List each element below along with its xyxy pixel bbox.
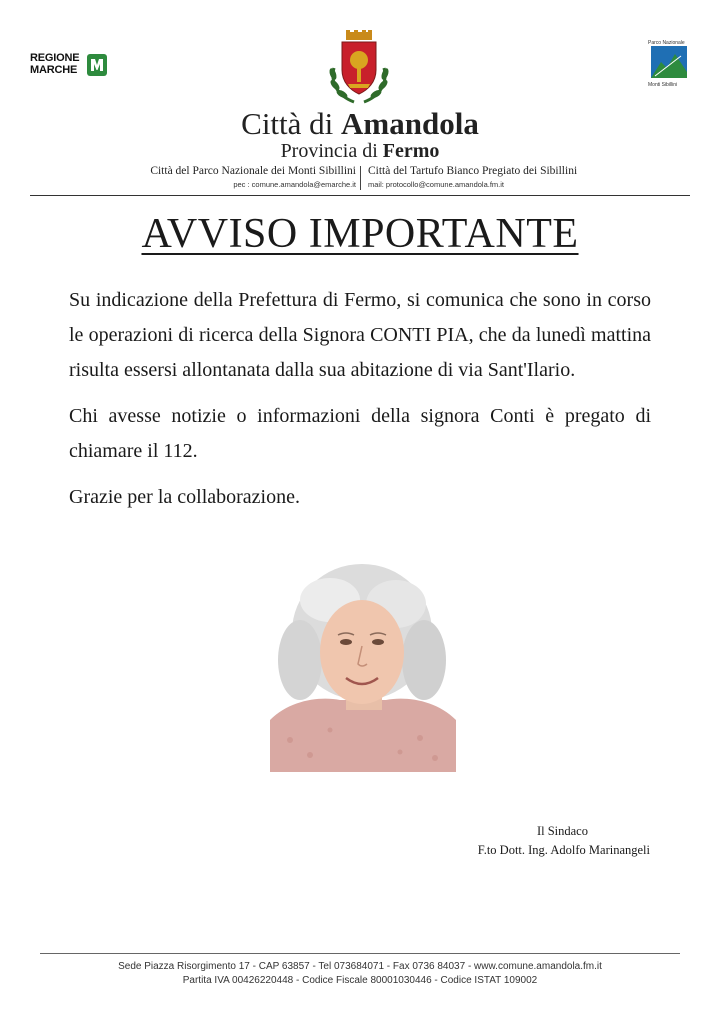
notice-body: [69, 283, 651, 526]
header-subtitles: [0, 165, 720, 193]
regione-marche-logo-text: [30, 52, 79, 76]
notice-paragraph-3: Grazie per la collaborazione.: [69, 486, 300, 508]
regione-logo-line-1: REGIONE: [30, 52, 80, 64]
regione-marche-logo: [30, 50, 110, 82]
parco-logo-subcaption: Monti Sibillini: [648, 82, 678, 88]
subtitle-divider: [360, 166, 361, 190]
page-title: [0, 106, 720, 142]
subtitle-right: [368, 165, 577, 191]
footer-line-1: Sede Piazza Risorgimento 17 - CAP 63857 - Tel 073684071 - Fax 0736 84037 - www.comune.amandola.fm.it: [118, 961, 602, 972]
mail-address: mail: protocollo@comune.amandola.fm.it: [368, 180, 505, 189]
title-town-name: Amandola: [341, 106, 479, 141]
provincia-line: [0, 140, 720, 163]
subtitle-right-text: Città del Tartufo Bianco Pregiato dei Sibillini: [368, 165, 578, 177]
footer-line-2: Partita IVA 00426220448 - Codice Fiscale 80001030446 - Codice ISTAT 109002: [182, 975, 538, 986]
notice-paragraph-2: Chi avesse notizie o informazioni della signora Conti è pregato di chiamare il 112.: [69, 405, 651, 462]
notice-heading: [0, 210, 720, 258]
header-divider: [30, 195, 690, 196]
regione-marche-emblem-icon: [86, 53, 108, 77]
subtitle-left: [150, 165, 356, 191]
subtitle-left-text: Città del Parco Nazionale dei Monti Sibillini: [150, 165, 356, 177]
regione-logo-line-2: MARCHE: [30, 64, 78, 76]
signature-name: F.to Dott. Ing. Adolfo Marinangeli: [477, 843, 650, 857]
footer: [0, 960, 720, 988]
signature-role: Il Sindaco: [536, 824, 588, 838]
notice-heading-text: AVVISO IMPORTANTE: [141, 211, 579, 257]
footer-divider: [40, 953, 680, 954]
parco-logo-caption: Parco Nazionale: [648, 40, 685, 46]
parco-nazionale-logo: [648, 40, 690, 92]
missing-person-photo: [270, 560, 456, 772]
notice-paragraph-1: Su indicazione della Prefettura di Fermo, si comunica che sono in corso le operazioni di ricerca della Signora CONTI PIA, che da lunedì mattina risulta essersi allontanata dalla sua abitazione di via Sant'Ilario.: [69, 289, 651, 381]
amandola-crest-icon: [324, 28, 394, 106]
signature-block: [420, 822, 650, 860]
provincia-name: Fermo: [382, 140, 440, 162]
pec-address: pec : comune.amandola@emarche.it: [233, 180, 356, 189]
provincia-prefix: Provincia di: [280, 140, 383, 162]
title-prefix: Città di: [241, 106, 342, 141]
parco-mountain-icon: [651, 46, 687, 78]
